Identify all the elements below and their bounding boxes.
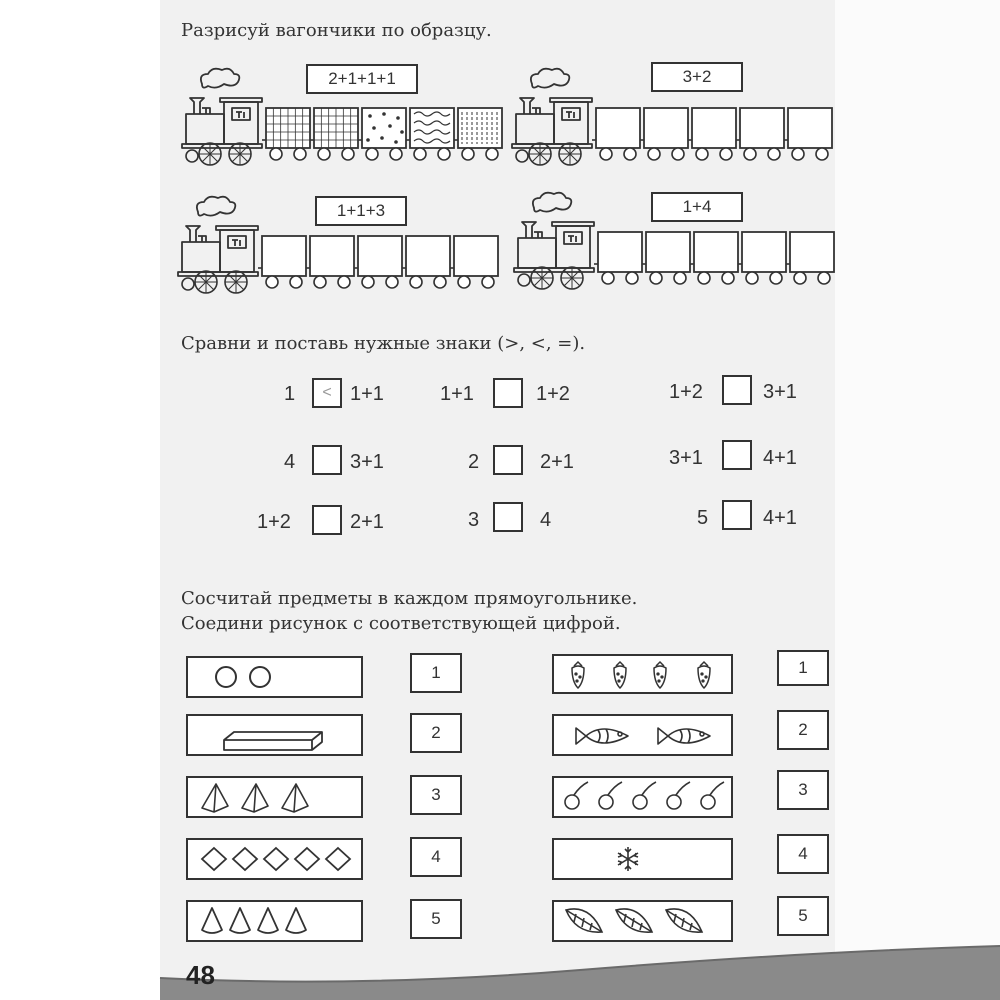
number-box-left[interactable]: 5 xyxy=(410,899,462,939)
wagon[interactable] xyxy=(642,232,690,284)
strawberry-icon xyxy=(554,656,735,696)
picture-rect-snowflake[interactable] xyxy=(552,838,733,880)
number-box-right[interactable]: 4 xyxy=(777,834,829,874)
wagon[interactable] xyxy=(690,232,738,284)
wagon[interactable] xyxy=(736,108,784,160)
page-number: 48 xyxy=(186,960,215,990)
number-box-left[interactable]: 3 xyxy=(410,775,462,815)
number-box-right[interactable]: 3 xyxy=(777,770,829,810)
compare-left: 5 xyxy=(697,507,709,529)
compare-left: 2 xyxy=(468,451,480,473)
compare-sign-box[interactable] xyxy=(722,500,752,530)
cone-icon xyxy=(188,902,365,944)
train-to-color-1[interactable] xyxy=(510,62,830,182)
compare-right: 3+1 xyxy=(350,451,384,473)
compare-sign-box[interactable] xyxy=(493,378,523,408)
wagon[interactable] xyxy=(592,108,640,160)
picture-rect-fish[interactable] xyxy=(552,714,733,756)
number-box-left[interactable]: 1 xyxy=(410,653,462,693)
compare-left: 3 xyxy=(468,509,480,531)
wagon[interactable] xyxy=(306,236,354,288)
number-box-left[interactable]: 4 xyxy=(410,837,462,877)
wagon[interactable] xyxy=(262,108,310,160)
picture-rect-pyramids[interactable] xyxy=(186,776,363,818)
number-box-right[interactable]: 2 xyxy=(777,710,829,750)
wagon[interactable] xyxy=(640,108,688,160)
wagon[interactable] xyxy=(454,108,502,160)
train1-expression: 2+1+1+1 xyxy=(306,64,418,94)
number-box-right[interactable]: 1 xyxy=(777,650,829,686)
wagon[interactable] xyxy=(358,108,406,160)
page-margin xyxy=(835,0,1000,1000)
wagon[interactable] xyxy=(310,108,358,160)
wagon[interactable] xyxy=(786,232,834,284)
picture-rect-box[interactable] xyxy=(186,714,363,756)
cherry-icon xyxy=(554,778,735,820)
compare-sign-box[interactable] xyxy=(493,445,523,475)
wagon[interactable] xyxy=(450,236,498,288)
wagon[interactable] xyxy=(406,108,454,160)
diamond-icon xyxy=(188,840,365,882)
compare-right: 2+1 xyxy=(540,451,574,473)
compare-left: 4 xyxy=(284,451,296,473)
pyramid-icon xyxy=(188,778,365,820)
compare-right: 1+1 xyxy=(350,383,384,405)
compare-sign-box[interactable] xyxy=(722,375,752,405)
fish-icon xyxy=(554,716,735,758)
compare-left: 1 xyxy=(284,383,296,405)
compare-right: 4+1 xyxy=(763,507,797,529)
locomotive xyxy=(512,69,592,165)
compare-left: 1+2 xyxy=(669,381,703,403)
picture-rect-cones[interactable] xyxy=(186,900,363,942)
number-box-left[interactable]: 2 xyxy=(410,713,462,753)
train4-expression: 1+4 xyxy=(651,192,743,222)
wagon[interactable] xyxy=(688,108,736,160)
section3-title-line2: Соедини рисунок с соответствующей цифрой. xyxy=(181,613,621,634)
page-curl-shadow xyxy=(160,940,1000,1000)
train-to-color-2[interactable] xyxy=(176,190,496,310)
train-sample-colored xyxy=(180,62,500,182)
wagon[interactable] xyxy=(402,236,450,288)
train-to-color-3[interactable] xyxy=(512,186,832,306)
compare-sign-box[interactable] xyxy=(312,505,342,535)
wagon[interactable] xyxy=(258,236,306,288)
picture-rect-strawberries[interactable] xyxy=(552,654,733,694)
circle-icon xyxy=(188,658,365,700)
compare-sign-box[interactable] xyxy=(312,445,342,475)
picture-rect-circles[interactable] xyxy=(186,656,363,698)
compare-right: 3+1 xyxy=(763,381,797,403)
compare-right: 4 xyxy=(540,509,552,531)
compare-sign-box[interactable]: < xyxy=(312,378,342,408)
snowflake-icon xyxy=(554,840,735,882)
compare-left: 1+2 xyxy=(257,511,291,533)
picture-rect-leaves[interactable] xyxy=(552,900,733,942)
compare-right: 2+1 xyxy=(350,511,384,533)
wagon[interactable] xyxy=(784,108,832,160)
section1-title: Разрисуй вагончики по образцу. xyxy=(181,20,492,41)
locomotive xyxy=(514,193,594,289)
compare-sign-box[interactable] xyxy=(722,440,752,470)
picture-rect-diamonds[interactable] xyxy=(186,838,363,880)
train3-expression: 1+1+3 xyxy=(315,196,407,226)
wagon[interactable] xyxy=(738,232,786,284)
compare-left: 1+1 xyxy=(440,383,474,405)
section2-title: Сравни и поставь нужные знаки (>, <, =). xyxy=(181,333,586,354)
compare-right: 4+1 xyxy=(763,447,797,469)
locomotive xyxy=(178,197,258,293)
box-icon xyxy=(188,716,365,758)
wagon[interactable] xyxy=(594,232,642,284)
train2-expression: 3+2 xyxy=(651,62,743,92)
picture-rect-cherries[interactable] xyxy=(552,776,733,818)
section3-title-line1: Сосчитай предметы в каждом прямоугольнике. xyxy=(181,588,638,609)
leaf-icon xyxy=(554,902,735,944)
compare-right: 1+2 xyxy=(536,383,570,405)
locomotive xyxy=(182,69,262,165)
compare-left: 3+1 xyxy=(669,447,703,469)
compare-sign-box[interactable] xyxy=(493,502,523,532)
wagon[interactable] xyxy=(354,236,402,288)
number-box-right[interactable]: 5 xyxy=(777,896,829,936)
